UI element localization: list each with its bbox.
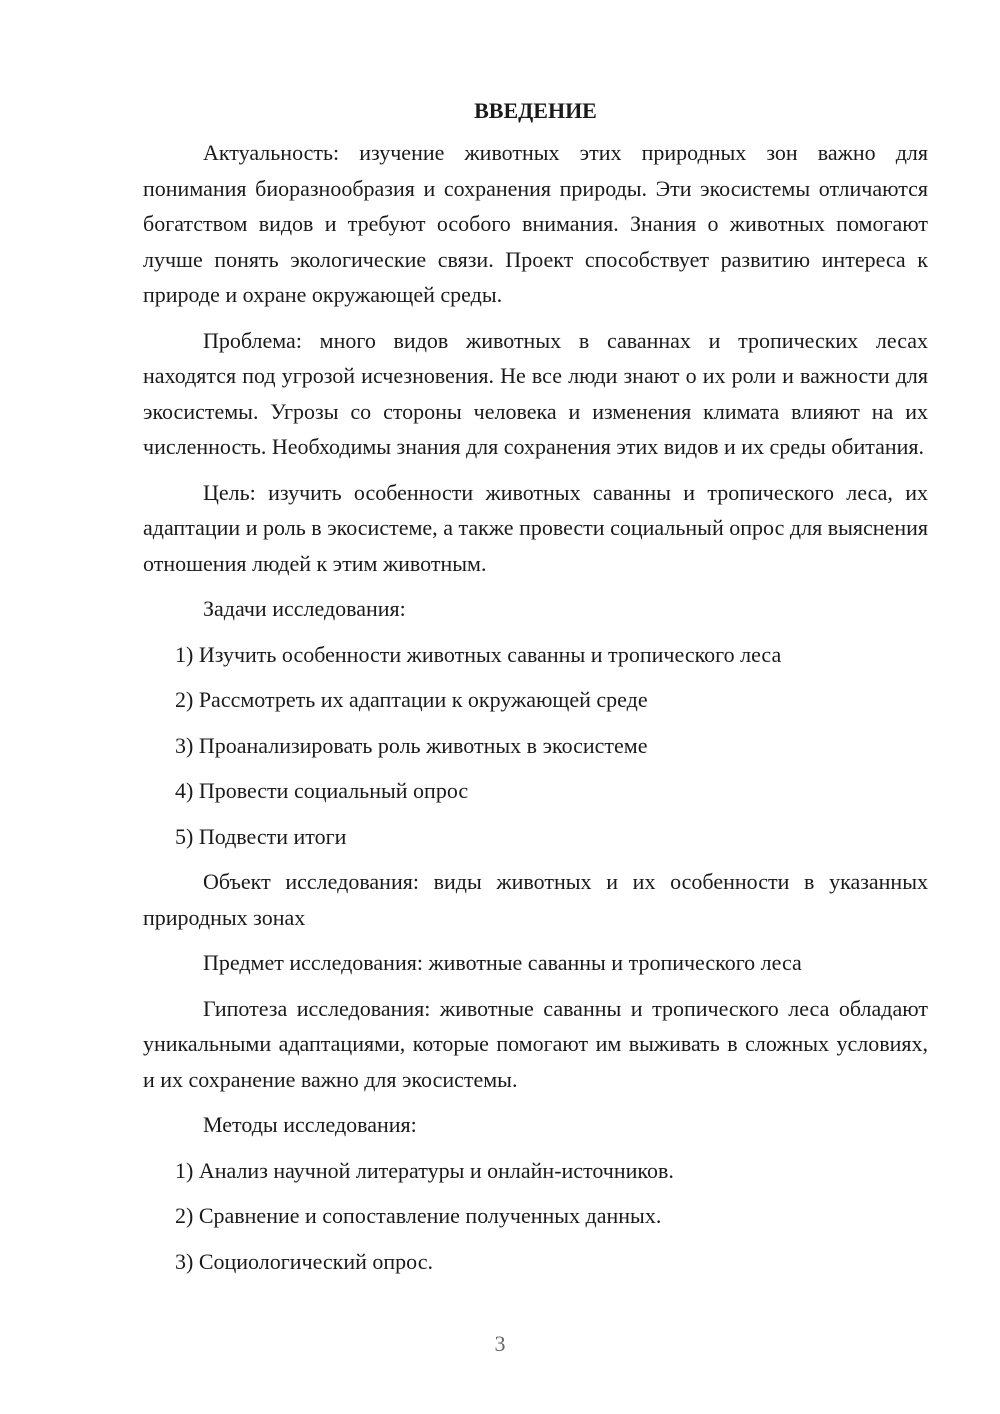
methods-heading: Методы исследования: <box>203 1112 417 1137</box>
task-item: 1) Изучить особенности животных саванны и тропического леса <box>175 641 782 667</box>
hypothesis-paragraph: Гипотеза исследования: животные саванны и тропического леса обладают уникальными адаптациями, которые помогают им выживать в сложных условиях, и их сохранение важно для экосистемы. <box>143 995 928 1092</box>
task-item: 5) Подвести итоги <box>175 823 347 849</box>
task-item: 3) Проанализировать роль животных в экосистеме <box>175 732 648 758</box>
method-item: 2) Сравнение и сопоставление полученных данных. <box>175 1203 662 1228</box>
object-paragraph: Объект исследования: виды животных и их особенности в указанных природных зонах <box>143 869 928 930</box>
document-page <box>143 96 928 1289</box>
method-item: 1) Анализ научной литературы и онлайн-источников. <box>175 1157 674 1183</box>
task-item: 4) Провести социальный опрос <box>175 778 469 803</box>
subject-paragraph: Предмет исследования: животные саванны и тропического леса <box>203 950 802 975</box>
page-number: 3 <box>494 1331 506 1356</box>
relevance-paragraph: Актуальность: изучение животных этих природных зон важно для понимания биоразнообразия и сохранения природы. Эти экосистемы отличаются богатством видов и требуют особого внимания. Знания о животных помогают лучше понять экологические связи. Проект способствует развитию интереса к природе и охране окружающей среды. <box>143 140 928 307</box>
page-title: ВВЕДЕНИЕ <box>474 98 597 123</box>
method-item: 3) Социологический опрос. <box>175 1248 433 1274</box>
problem-paragraph: Проблема: много видов животных в саваннах и тропических лесах находятся под угрозой исчезновения. Не все люди знают о их роли и важности для экосистемы. Угрозы со стороны человека и изменения климата влияют на их численность. Необходимы знания для сохранения этих видов и их среды обитания. <box>143 327 928 459</box>
goal-paragraph: Цель: изучить особенности животных саванны и тропического леса, их адаптации и роль в экосистеме, а также провести социальный опрос для выяснения отношения людей к этим животным. <box>143 479 928 576</box>
task-item: 2) Рассмотреть их адаптации к окружающей среде <box>175 687 648 712</box>
tasks-heading: Задачи исследования: <box>203 596 406 621</box>
